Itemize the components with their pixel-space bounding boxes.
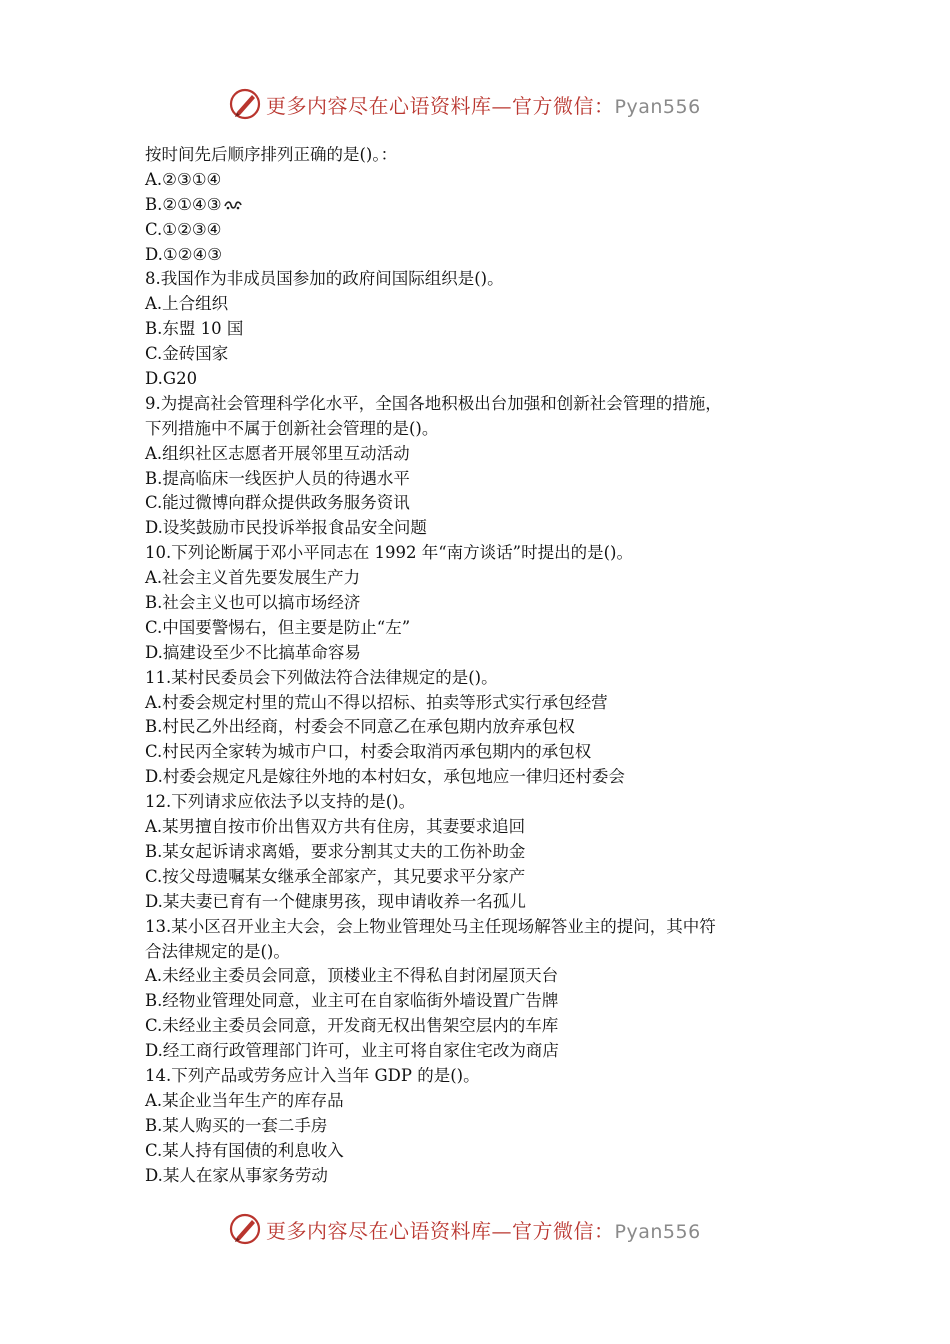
banner-wechat-id: Pyan556 bbox=[614, 95, 701, 118]
text-line: D.G20 bbox=[145, 369, 198, 389]
text-line: 13.某小区召开业主大会，会上物业管理处马主任现场解答业主的提问，其中符 bbox=[145, 916, 716, 936]
pen-logo-icon bbox=[228, 1212, 262, 1246]
banner-text bbox=[266, 1215, 701, 1244]
text-line: 按时间先后顺序排列正确的是()。： bbox=[145, 145, 398, 164]
text-line: D.某夫妻已育有一个健康男孩，现申请收养一名孤儿 bbox=[145, 891, 526, 911]
text-line: A.某企业当年生产的库存品 bbox=[145, 1090, 344, 1110]
text-line: 12.下列请求应依法予以支持的是()。 bbox=[145, 792, 416, 812]
banner-main-text: 更多内容尽在心语资料库—官方微信： bbox=[266, 1218, 615, 1243]
text-line: B.提高临床一线医护人员的待遇水平 bbox=[145, 468, 410, 488]
text-line: D.某人在家从事家务劳动 bbox=[145, 1165, 328, 1185]
text-line: D.村委会规定凡是嫁往外地的本村妇女，承包地应一律归还村委会 bbox=[145, 767, 625, 787]
text-line: 10.下列论断属于邓小平同志在 1992 年“南方谈话”时提出的是()。 bbox=[145, 543, 633, 563]
pen-logo-icon bbox=[228, 87, 262, 121]
text-line: D.设奖鼓励市民投诉举报食品安全问题 bbox=[145, 518, 427, 538]
text-line: C.村民丙全家转为城市户口，村委会取消丙承包期内的承包权 bbox=[145, 742, 592, 762]
text-line: 8.我国作为非成员国参加的政府间国际组织是()。 bbox=[145, 269, 504, 289]
banner-wechat-id: Pyan556 bbox=[614, 1220, 701, 1243]
text-line: 合法律规定的是()。 bbox=[145, 941, 290, 961]
text-line: C.未经业主委员会同意，开发商无权出售架空层内的车库 bbox=[145, 1016, 559, 1036]
text-line: B.某女起诉请求离婚，要求分割其丈夫的工伤补助金 bbox=[145, 841, 526, 861]
text-line: A.②③①④ bbox=[145, 169, 222, 189]
scribble-mark-icon bbox=[224, 199, 242, 211]
text-line: B.村民乙外出经商，村委会不同意乙在承包期内放弃承包权 bbox=[145, 717, 575, 737]
text-line: B.某人购买的一套二手房 bbox=[145, 1115, 328, 1135]
text-line: C.金砖国家 bbox=[145, 344, 229, 364]
option-text: B.②①④③ bbox=[145, 194, 222, 214]
banner-text bbox=[266, 90, 701, 119]
text-line: B.经物业管理处同意，业主可在自家临街外墙设置广告牌 bbox=[145, 991, 559, 1011]
text-line: A.某男擅自按市价出售双方共有住房，其妻要求追回 bbox=[145, 817, 526, 837]
text-line: 9.为提高社会管理科学化水平，全国各地积极出台加强和创新社会管理的措施， bbox=[145, 393, 722, 413]
text-line: A.未经业主委员会同意，顶楼业主不得私自封闭屋顶天台 bbox=[145, 966, 559, 986]
text-line: D.搞建设至少不比搞革命容易 bbox=[145, 642, 361, 662]
text-line bbox=[145, 193, 835, 218]
text-line: 14.下列产品或劳务应计入当年 GDP 的是()。 bbox=[145, 1065, 480, 1085]
text-line: A.社会主义首先要发展生产力 bbox=[145, 568, 361, 588]
text-line: C.按父母遗嘱某女继承全部家产，其兄要求平分家产 bbox=[145, 866, 526, 886]
text-line: C.能过微博向群众提供政务服务资讯 bbox=[145, 493, 410, 513]
text-line: C.某人持有国债的利息收入 bbox=[145, 1140, 344, 1160]
text-line: B.社会主义也可以搞市场经济 bbox=[145, 593, 361, 613]
text-line: D.①②④③ bbox=[145, 244, 223, 264]
text-line: A.村委会规定村里的荒山不得以招标、拍卖等形式实行承包经营 bbox=[145, 692, 608, 712]
text-line: D.经工商行政管理部门许可，业主可将自家住宅改为商店 bbox=[145, 1041, 559, 1061]
question-text-body bbox=[145, 143, 835, 1188]
header-banner bbox=[228, 86, 701, 122]
text-line: A.组织社区志愿者开展邻里互动活动 bbox=[145, 443, 410, 463]
text-line: 11.某村民委员会下列做法符合法律规定的是()。 bbox=[145, 667, 498, 687]
text-line: C.①②③④ bbox=[145, 219, 222, 239]
text-line: A.上合组织 bbox=[145, 294, 229, 314]
footer-banner bbox=[228, 1211, 701, 1247]
text-line: C.中国要警惕右，但主要是防止“左” bbox=[145, 617, 411, 637]
banner-main-text: 更多内容尽在心语资料库—官方微信： bbox=[266, 93, 615, 118]
text-line: B.东盟 10 国 bbox=[145, 319, 244, 339]
text-line: 下列措施中不属于创新社会管理的是()。 bbox=[145, 418, 439, 438]
